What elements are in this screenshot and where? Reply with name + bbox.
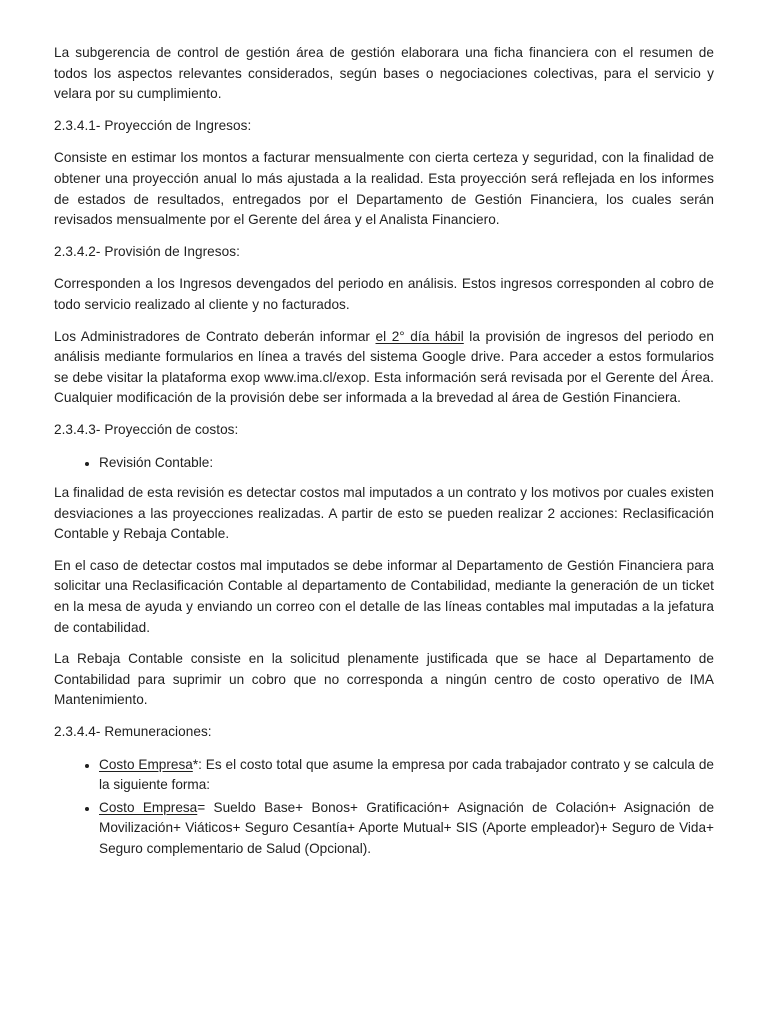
section-heading-2342: 2.3.4.2- Provisión de Ingresos:	[54, 243, 240, 259]
paragraph-proyeccion-ingresos: Consiste en estimar los montos a facturar mensualmente con cierta certeza y seguridad, con la finalidad de obtener una proyección anual lo más ajustada a la realidad. Esta proyección será reflejada en los informes de estados de resultados, entregados por el Departamento de Gestión Financiera, los cuales serán revisados mensualmente por el Gerente del área y el Analista Financiero.	[54, 150, 714, 228]
bullet-item-costo-empresa-def	[99, 755, 714, 796]
paragraph-rebaja-contable: La Rebaja Contable consiste en la solicitud plenamente justificada que se hace al Departamento de Contabilidad para suprimir un cobro que no corresponda a ningún centro de costo operativo de IMA Mantenimiento.	[54, 651, 714, 708]
bullet-text: *: Es el costo total que asume la empresa por cada trabajador contrato y se calcula de la siguiente forma:	[99, 756, 714, 793]
paragraph-text-post: la provisión de ingresos del periodo en análisis mediante formularios en línea a través del sistema Google drive. Para acceder a estos formularios se debe visitar la plataforma exop www.ima.cl/exop. Esta información será revisada por el Gerente del Área. Cualquier modificación de la provisión debe ser informada a la brevedad al área de Gestión Financiera.	[54, 328, 715, 406]
underlined-term: Costo Empresa	[99, 756, 193, 772]
paragraph-finalidad-revision: La finalidad de esta revisión es detectar costos mal imputados a un contrato y los motivos por cuales existen desviaciones a las proyecciones realizadas. A partir de esto se pueden realizar 2 acciones: Reclasificación Contable y Rebaja Contable.	[54, 485, 714, 542]
bullet-list-remuneraciones	[54, 755, 714, 860]
bullet-item-revision-contable: • Revisión Contable:	[99, 453, 714, 474]
section-heading-2341: 2.3.4.1- Proyección de Ingresos:	[54, 117, 252, 133]
bullet-list-revision	[54, 453, 714, 474]
paragraph-ingresos-devengados: Corresponden a los Ingresos devengados del periodo en análisis. Estos ingresos corresponden al cobro de todo servicio realizado al cliente y no facturados.	[54, 276, 714, 312]
underlined-term: Costo Empresa	[99, 799, 198, 815]
intro-paragraph: La subgerencia de control de gestión área de gestión elaborara una ficha financiera con el resumen de todos los aspectos relevantes considerados, según bases o negociaciones colectivas, para el servicio y velara por su cumplimiento.	[54, 45, 714, 102]
bullet-text: = Sueldo Base+ Bonos+ Gratificación+ Asignación de Colación+ Asignación de Movilización+ Viáticos+ Seguro Cesantía+ Aporte Mutual+ SIS (Aporte empleador)+ Seguro de Vida+ Seguro complementario de Salud (Opcional).	[99, 799, 714, 856]
section-heading-2343: 2.3.4.3- Proyección de costos:	[54, 421, 239, 437]
paragraph-text-pre: Los Administradores de Contrato deberán informar	[54, 328, 376, 344]
underlined-deadline: el 2° día hábil	[375, 328, 464, 344]
bullet-item-costo-empresa-formula	[99, 798, 714, 860]
paragraph-reclasificacion: En el caso de detectar costos mal imputados se debe informar al Departamento de Gestión Financiera para solicitar una Reclasificación Contable al departamento de Contabilidad, mediante la generación de un ticket en la mesa de ayuda y enviando un correo con el detalle de las líneas contables mal imputadas a la jefatura de contabilidad.	[54, 557, 714, 635]
section-heading-2344: 2.3.4.4- Remuneraciones:	[54, 724, 212, 740]
paragraph-administradores-contrato	[54, 327, 714, 409]
